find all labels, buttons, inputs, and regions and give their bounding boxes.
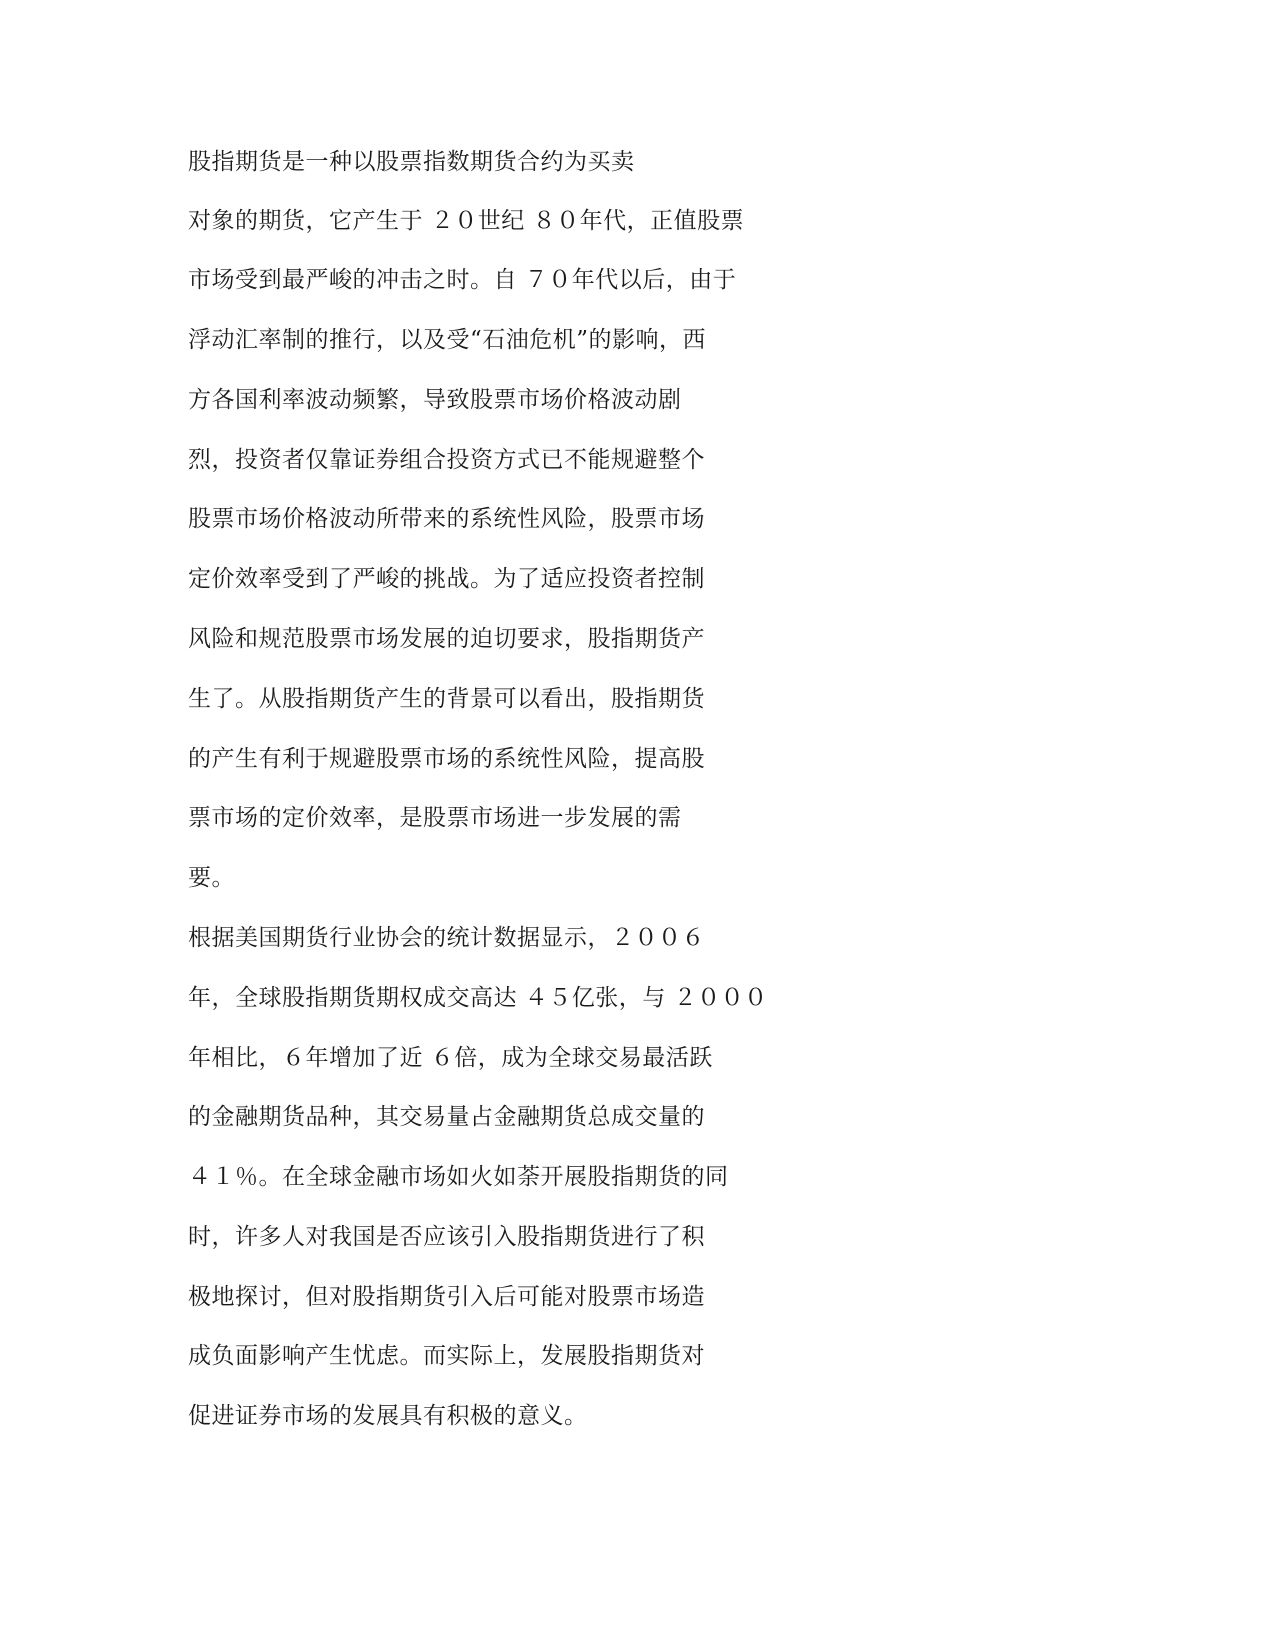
- text-line: 对象的期货，它产生于 ２０世纪 ８０年代，正值股票: [188, 208, 745, 234]
- text-line: 方各国利率波动频繁，导致股票市场价格波动剧: [188, 387, 682, 413]
- text-line: 要。: [188, 865, 235, 891]
- text-line: 生了。从股指期货产生的背景可以看出，股指期货: [188, 686, 705, 712]
- text-line: ４１％。在全球金融市场如火如荼开展股指期货的同: [188, 1164, 729, 1190]
- text-line: 年相比，６年增加了近 ６倍，成为全球交易最活跃: [188, 1045, 713, 1071]
- text-line: 风险和规范股票市场发展的迫切要求，股指期货产: [188, 626, 705, 652]
- text-line: 股指期货是一种以股票指数期货合约为买卖: [188, 149, 635, 175]
- text-line: 定价效率受到了严峻的挑战。为了适应投资者控制: [188, 566, 705, 592]
- text-line: 时，许多人对我国是否应该引入股指期货进行了积: [188, 1224, 705, 1250]
- text-line: 浮动汇率制的推行，以及受“石油危机”的影响，西: [188, 327, 707, 353]
- text-line: 根据美国期货行业协会的统计数据显示，２００６: [188, 925, 705, 951]
- text-line: 的金融期货品种，其交易量占金融期货总成交量的: [188, 1104, 705, 1130]
- text-line: 的产生有利于规避股票市场的系统性风险，提高股: [188, 746, 705, 772]
- text-line: 市场受到最严峻的冲击之时。自 ７０年代以后，由于: [188, 267, 737, 293]
- text-line: 烈，投资者仅靠证券组合投资方式已不能规避整个: [188, 447, 705, 473]
- text-line: 票市场的定价效率，是股票市场进一步发展的需: [188, 805, 682, 831]
- text-line: 促进证券市场的发展具有积极的意义。: [188, 1403, 588, 1429]
- text-line: 极地探讨，但对股指期货引入后可能对股票市场造: [188, 1284, 705, 1310]
- text-line: 年，全球股指期货期权成交高达 ４５亿张，与 ２０００: [188, 985, 768, 1011]
- text-line: 成负面影响产生忧虑。而实际上，发展股指期货对: [188, 1343, 705, 1369]
- text-line: 股票市场价格波动所带来的系统性风险，股票市场: [188, 506, 705, 532]
